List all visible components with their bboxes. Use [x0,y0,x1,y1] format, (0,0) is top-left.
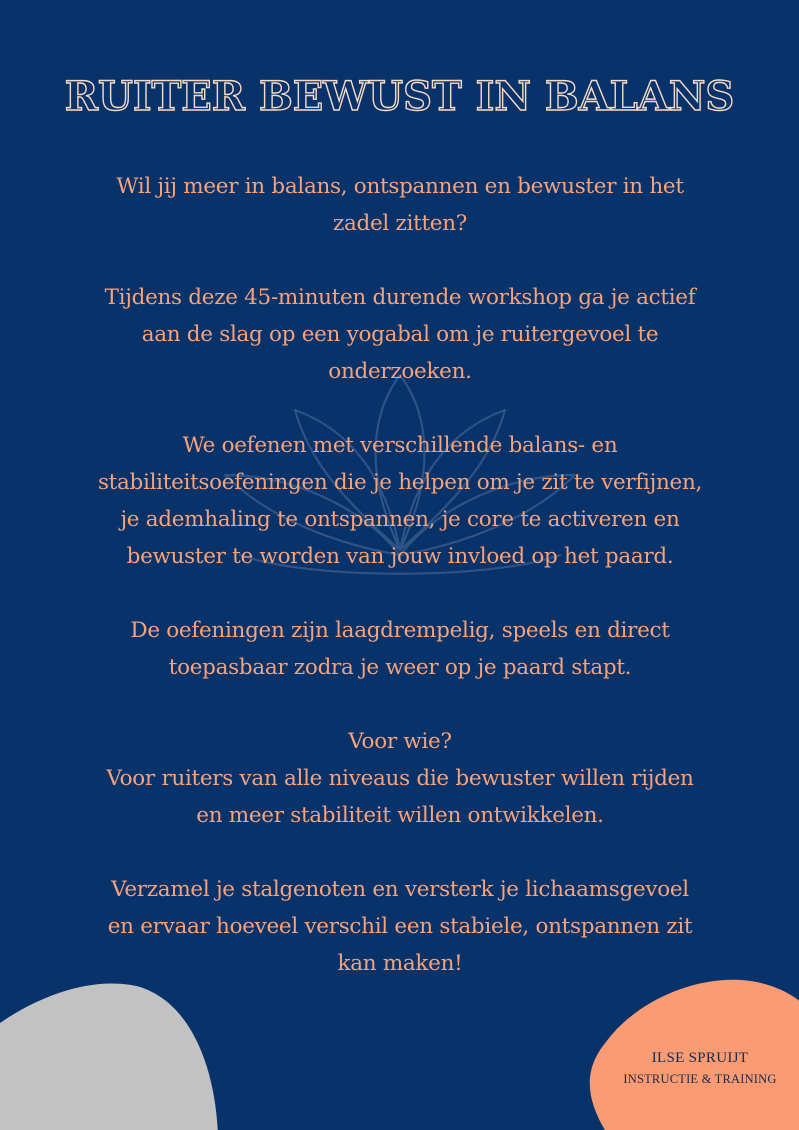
text-line: Tijdens deze 45-minuten durende workshop ga je actief [104,285,696,310]
workshop-paragraph [70,279,730,390]
text-line: onderzoeken. [328,359,472,384]
text-line: en meer stabiliteit willen ontwikkelen. [196,803,604,828]
text-line: bewuster te worden van jouw invloed op het paard. [126,544,674,569]
brand-subtitle: INSTRUCTIE & TRAINING [623,1072,777,1086]
body-text [70,168,730,1019]
text-line: je ademhaling te ontspannen, je core te activeren en [120,507,680,532]
gray-decorative-blob [0,975,230,1130]
page-title: RUITER BEWUST IN BALANS [64,73,735,120]
exercises-paragraph [70,427,730,575]
text-line: Wil jij meer in balans, ontspannen en bewuster in het [116,174,684,199]
text-line: aan de slag op een yogabal om je ruitergevoel te [141,322,659,347]
brand-logo [600,1048,799,1090]
call-to-action-paragraph [70,871,730,982]
text-line: Voor wie? [348,729,452,754]
text-line: Voor ruiters van alle niveaus die bewuster willen rijden [106,766,694,791]
brand-name: ILSE SPRUIJT [651,1050,749,1066]
text-line: en ervaar hoeveel verschil een stabiele, ontspannen zit [107,914,693,939]
intro-paragraph [70,168,730,242]
text-line: toepasbaar zodra je weer op je paard stapt. [168,655,632,680]
text-line: kan maken! [337,951,463,976]
text-line: De oefeningen zijn laagdrempelig, speels en direct [130,618,670,643]
text-line: We oefenen met verschillende balans- en [182,433,618,458]
text-line: Verzamel je stalgenoten en versterk je lichaamsgevoel [111,877,689,902]
audience-paragraph [70,723,730,834]
text-line: stabiliteitsoefeningen die je helpen om je zit te verfijnen, [97,470,703,495]
text-line: zadel zitten? [332,211,468,236]
accessibility-paragraph [70,612,730,686]
